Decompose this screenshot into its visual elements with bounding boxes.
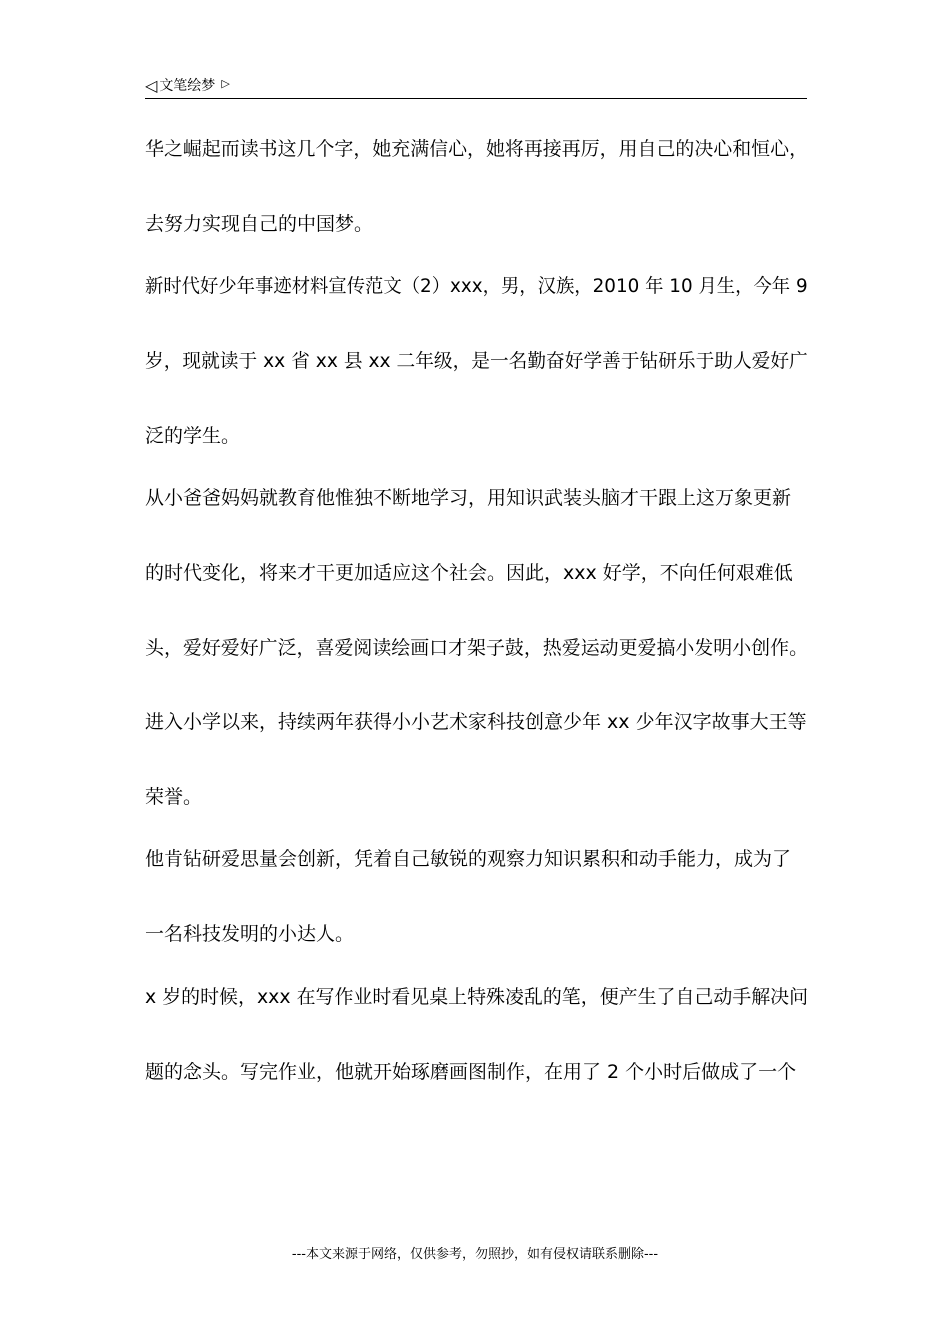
header-brand bbox=[145, 75, 230, 95]
page-footer: ---本文来源于网络，仅供参考，勿照抄，如有侵权请联系删除--- bbox=[291, 1247, 659, 1262]
text-line: 去努力实现自己的中国梦。 bbox=[145, 213, 374, 235]
text-line: x 岁的时候，xxx 在写作业时看见桌上特殊凌乱的笔，便产生了自己动手解决问 bbox=[145, 986, 809, 1008]
text-line: 的时代变化，将来才干更加适应这个社会。因此，xxx 好学，不向任何艰难低 bbox=[145, 562, 793, 584]
text-line: 题的念头。写完作业，他就开始琢磨画图制作，在用了 2 个小时后做成了一个 bbox=[145, 1061, 797, 1083]
text-line: 头，爱好爱好广泛，喜爱阅读绘画口才架子鼓，热爱运动更爱搞小发明小创作。 bbox=[145, 637, 809, 659]
text-line: 荣誉。 bbox=[145, 786, 203, 808]
text-line: 岁，现就读于 xx 省 xx 县 xx 二年级，是一名勤奋好学善于钻研乐于助人爱好广 bbox=[145, 350, 808, 372]
text-line: 新时代好少年事迹材料宣传范文（2）xxx，男，汉族，2010 年 10 月生，今年 9 bbox=[145, 275, 808, 297]
right-triangle-icon: ▷ bbox=[221, 77, 230, 90]
text-line: 泛的学生。 bbox=[145, 425, 241, 447]
left-triangle-icon: ◁ bbox=[145, 76, 158, 95]
text-line: 进入小学以来，持续两年获得小小艺术家科技创意少年 xx 少年汉字故事大王等 bbox=[145, 711, 807, 733]
text-line: 华之崛起而读书这几个字，她充满信心，她将再接再厉，用自己的决心和恒心， bbox=[145, 138, 809, 160]
page-header bbox=[145, 70, 807, 99]
header-title: 文笔绘梦 bbox=[159, 78, 216, 94]
text-line: 从小爸爸妈妈就教育他惟独不断地学习，用知识武装头脑才干跟上这万象更新 bbox=[145, 487, 792, 509]
text-line: 一名科技发明的小达人。 bbox=[145, 923, 355, 945]
text-line: 他肯钻研爱思量会创新，凭着自己敏锐的观察力知识累积和动手能力，成为了 bbox=[145, 848, 792, 870]
